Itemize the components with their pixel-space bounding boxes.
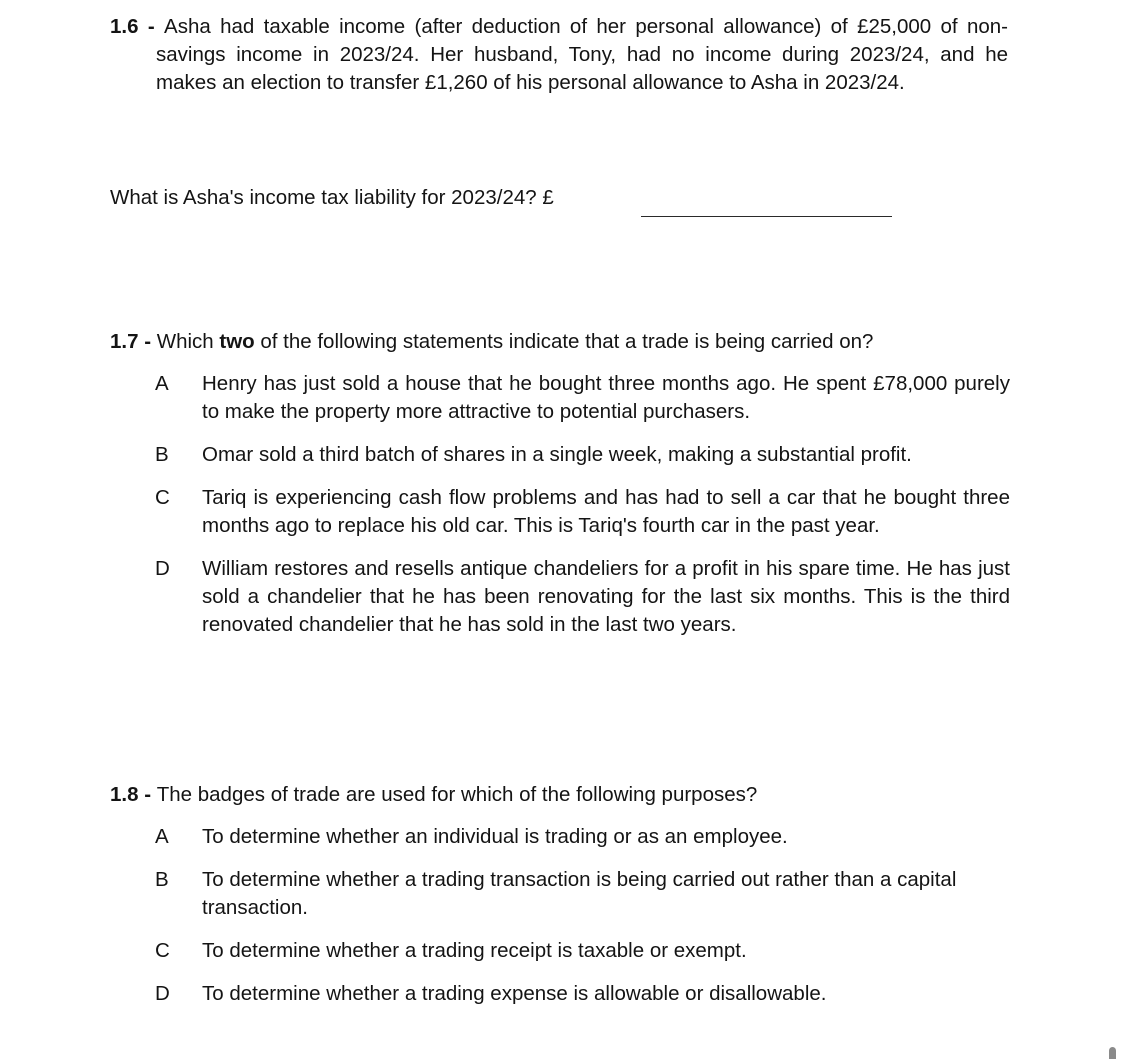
option-letter: B — [155, 443, 169, 466]
option-a[interactable] — [155, 370, 1010, 426]
option-d[interactable] — [155, 980, 1010, 1008]
question-1-7-options — [155, 370, 1010, 654]
option-letter: A — [155, 372, 169, 395]
option-letter: C — [155, 939, 170, 962]
question-separator: - — [138, 783, 157, 806]
question-number: 1.8 — [110, 783, 139, 806]
option-letter: B — [155, 868, 169, 891]
option-a[interactable] — [155, 823, 1010, 851]
option-text: William restores and resells antique chandeliers for a profit in his spare time. He has just sold a chandelier that he has been renovating for the last six months. This is the third renovated chandelier that he has sold in the last two years. — [202, 557, 1010, 636]
question-1-6 — [110, 13, 1008, 97]
option-b[interactable] — [155, 866, 1010, 922]
option-text: To determine whether an individual is trading or as an employee. — [202, 825, 788, 848]
question-1-6-prompt: What is Asha's income tax liability for 2023/24? £ — [110, 186, 554, 209]
option-letter: A — [155, 825, 169, 848]
question-1-6-text-block — [110, 13, 1008, 97]
question-number: 1.6 — [110, 15, 139, 38]
question-1-8-options — [155, 823, 1010, 1023]
option-b[interactable] — [155, 441, 1010, 469]
question-1-7-title — [110, 328, 873, 356]
question-separator: - — [138, 330, 157, 353]
question-text-after: of the following statements indicate that a trade is being carried on? — [254, 330, 874, 353]
answer-blank-line[interactable] — [641, 216, 892, 217]
option-text: To determine whether a trading transaction is being carried out rather than a capital transaction. — [202, 868, 957, 919]
option-text: Tariq is experiencing cash flow problems and has had to sell a car that he bought three months ago to replace his old car. This is Tariq's fourth car in the past year. — [202, 486, 1010, 537]
option-text: Henry has just sold a house that he bought three months ago. He spent £78,000 purely to make the property more attractive to potential purchasers. — [202, 372, 1010, 423]
option-text: To determine whether a trading expense is allowable or disallowable. — [202, 982, 827, 1005]
question-1-8-title — [110, 781, 757, 809]
option-c[interactable] — [155, 937, 1010, 965]
question-number: 1.7 — [110, 330, 139, 353]
question-text-before: Which — [156, 330, 220, 353]
option-text: Omar sold a third batch of shares in a single week, making a substantial profit. — [202, 443, 912, 466]
option-letter: D — [155, 557, 170, 580]
question-text: The badges of trade are used for which of the following purposes? — [156, 783, 758, 806]
option-c[interactable] — [155, 484, 1010, 540]
question-separator: - — [138, 15, 165, 38]
option-letter: D — [155, 982, 170, 1005]
scrollbar-thumb[interactable] — [1109, 1047, 1116, 1059]
option-d[interactable] — [155, 555, 1010, 639]
option-text: To determine whether a trading receipt is taxable or exempt. — [202, 939, 747, 962]
option-letter: C — [155, 486, 170, 509]
question-text: Asha had taxable income (after deduction of her personal allowance) of £25,000 of non-savings income in 2023/24. Her husband, Tony, had no income during 2023/24, and he makes an election to transfer £1,260 of his personal allowance to Asha in 2023/24. — [156, 15, 1008, 94]
question-text-emphasis: two — [219, 330, 255, 353]
